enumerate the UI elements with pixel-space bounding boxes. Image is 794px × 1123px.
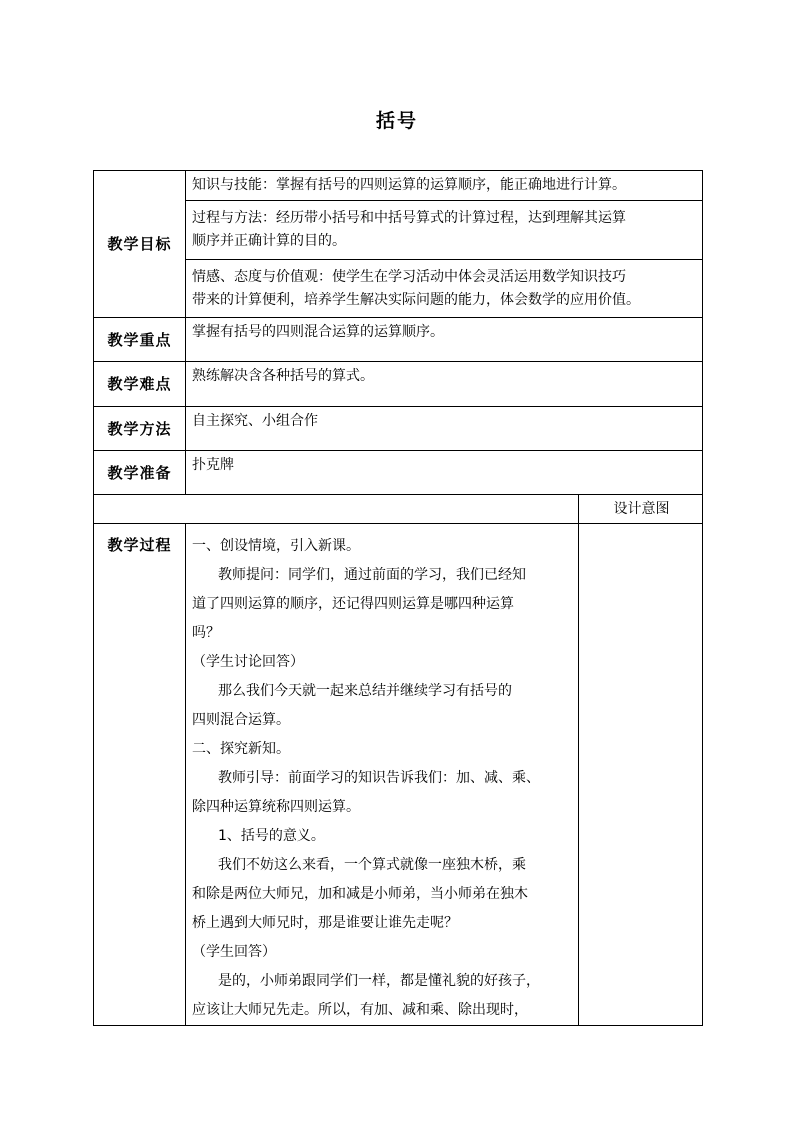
preparation-row <box>94 451 703 495</box>
page-title: 括号 <box>375 110 418 132</box>
methods-text: 自主探究、小组合作 <box>186 407 703 451</box>
difficulties-label: 教学难点 <box>94 362 186 407</box>
process-line: 是的，小师弟跟同学们一样，都是懂礼貌的好孩子， <box>218 973 540 989</box>
process-row <box>94 524 703 1026</box>
goal-row-1 <box>94 171 703 201</box>
difficulties-text: 熟练解决含各种括号的算式。 <box>186 362 703 407</box>
process-line: 二、探究新知。 <box>192 741 290 757</box>
lesson-plan-table <box>93 170 703 1026</box>
design-intent-header: 设计意图 <box>579 495 703 524</box>
process-line: 教师引导：前面学习的知识告诉我们：加、减、乘、 <box>218 770 540 786</box>
goal-row-3 <box>94 260 703 318</box>
goal-attitude <box>186 260 703 318</box>
goal-row-2 <box>94 201 703 260</box>
methods-row <box>94 407 703 451</box>
process-line: 一、创设情境，引入新课。 <box>192 538 360 554</box>
preparation-text: 扑克牌 <box>186 451 703 495</box>
process-line: 那么我们今天就一起来总结并继续学习有括号的 <box>218 683 512 699</box>
preparation-label: 教学准备 <box>94 451 186 495</box>
process-line: （学生回答） <box>192 944 276 960</box>
goal-text: 过程与方法：经历带小括号和中括号算式的计算过程，达到理解其运算 <box>192 210 626 226</box>
goal-knowledge <box>186 171 703 201</box>
design-header-row <box>94 495 703 524</box>
process-line: （学生讨论回答） <box>192 654 304 670</box>
process-line: 除四种运算统称四则运算。 <box>192 799 360 815</box>
design-intent-cell <box>579 524 703 1026</box>
process-line: 1、括号的意义。 <box>218 828 325 844</box>
goal-text: 知识与技能：掌握有括号的四则运算的运算顺序，能正确地进行计算。 <box>192 177 626 193</box>
goal-text: 带来的计算便利，培养学生解决实际问题的能力，体会数学的应用价值。 <box>192 291 640 308</box>
methods-label: 教学方法 <box>94 407 186 451</box>
key-points-text: 掌握有括号的四则混合运算的运算顺序。 <box>186 318 703 362</box>
goal-text: 情感、态度与价值观：使学生在学习活动中体会灵活运用数学知识技巧 <box>192 268 626 285</box>
process-label: 教学过程 <box>94 524 186 1026</box>
goal-process <box>186 201 703 260</box>
process-line: 吗？ <box>192 625 220 641</box>
process-line: 教师提问：同学们，通过前面的学习，我们已经知 <box>218 567 526 583</box>
process-line: 和除是两位大师兄，加和减是小师弟，当小师弟在独木 <box>192 886 528 902</box>
difficulties-row <box>94 362 703 407</box>
process-line: 四则混合运算。 <box>192 712 290 728</box>
goal-text: 顺序并正确计算的目的。 <box>192 233 346 249</box>
process-line: 道了四则运算的顺序，还记得四则运算是哪四种运算 <box>192 596 514 612</box>
key-points-label: 教学重点 <box>94 318 186 362</box>
process-content <box>186 524 579 1026</box>
goals-label: 教学目标 <box>94 171 186 318</box>
key-points-row <box>94 318 703 362</box>
empty-header-cell <box>94 495 579 524</box>
process-line: 我们不妨这么来看，一个算式就像一座独木桥，乘 <box>218 857 526 873</box>
process-line: 应该让大师兄先走。所以，有加、减和乘、除出现时， <box>192 1002 528 1018</box>
process-line: 桥上遇到大师兄时，那是谁要让谁先走呢？ <box>192 915 458 931</box>
